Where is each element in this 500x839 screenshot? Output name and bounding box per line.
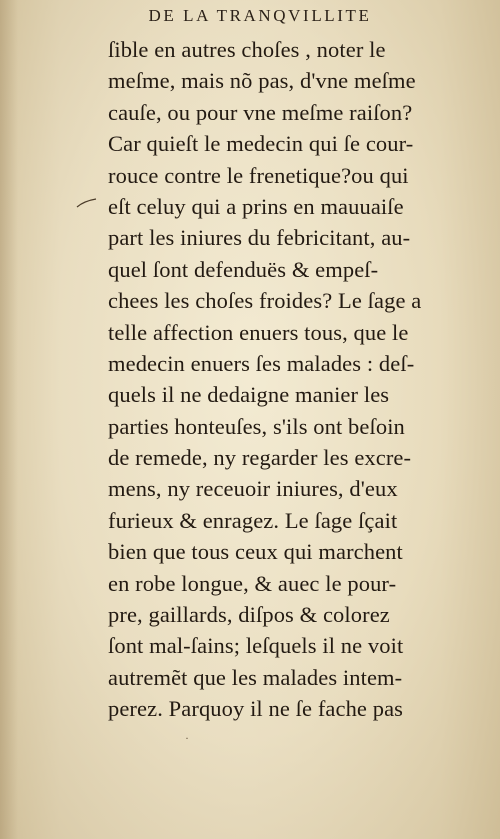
text-line: medecin enuers ſes malades : deſ- bbox=[108, 350, 415, 376]
text-line: cauſe, ou pour vne meſme raiſon? bbox=[108, 99, 413, 125]
margin-stroke-mark bbox=[76, 197, 98, 209]
text-line: bien que tous ceux qui marchent bbox=[108, 539, 403, 565]
text-line: part les iniures du febricitant, au- bbox=[108, 225, 411, 251]
bottom-mark: · bbox=[185, 731, 189, 745]
text-line: Car quieſt le medecin qui ſe cour- bbox=[108, 131, 414, 157]
text-line: parties honteuſes, s'ils ont beſoin bbox=[108, 413, 405, 439]
text-line: chees les choſes froides? Le ſage a bbox=[108, 288, 422, 314]
text-line: quels il ne dedaigne manier les bbox=[108, 382, 390, 408]
text-line: en robe longue, & auec le pour- bbox=[108, 570, 397, 596]
text-line: furieux & enragez. Le ſage ſçait bbox=[108, 507, 398, 533]
text-line: perez. Parquoy il ne ſe fache pas bbox=[108, 696, 404, 722]
text-line: meſme, mais nõ pas, d'vne meſme bbox=[108, 68, 416, 94]
text-line: autremẽt que les malades intem- bbox=[108, 664, 403, 690]
text-line: eſt celuy qui a prins en mauuaiſe bbox=[108, 193, 404, 219]
text-line: pre, gaillards, diſpos & colorez bbox=[108, 602, 390, 628]
body-text bbox=[108, 34, 468, 725]
text-line: de remede, ny regarder les excre- bbox=[108, 445, 412, 471]
running-head: DE LA TRANQVILLITE bbox=[148, 6, 372, 25]
text-line: quel ſont defenduës & empeſ- bbox=[108, 256, 379, 282]
text-line: ſont mal-ſains; leſquels il ne voit bbox=[108, 633, 404, 659]
text-line: telle affection enuers tous, que le bbox=[108, 319, 409, 345]
text-line: mens, ny receuoir iniures, d'eux bbox=[108, 476, 398, 502]
text-line: rouce contre le frenetique?ou qui bbox=[108, 162, 409, 188]
text-line: ſible en autres choſes , noter le bbox=[108, 37, 386, 62]
